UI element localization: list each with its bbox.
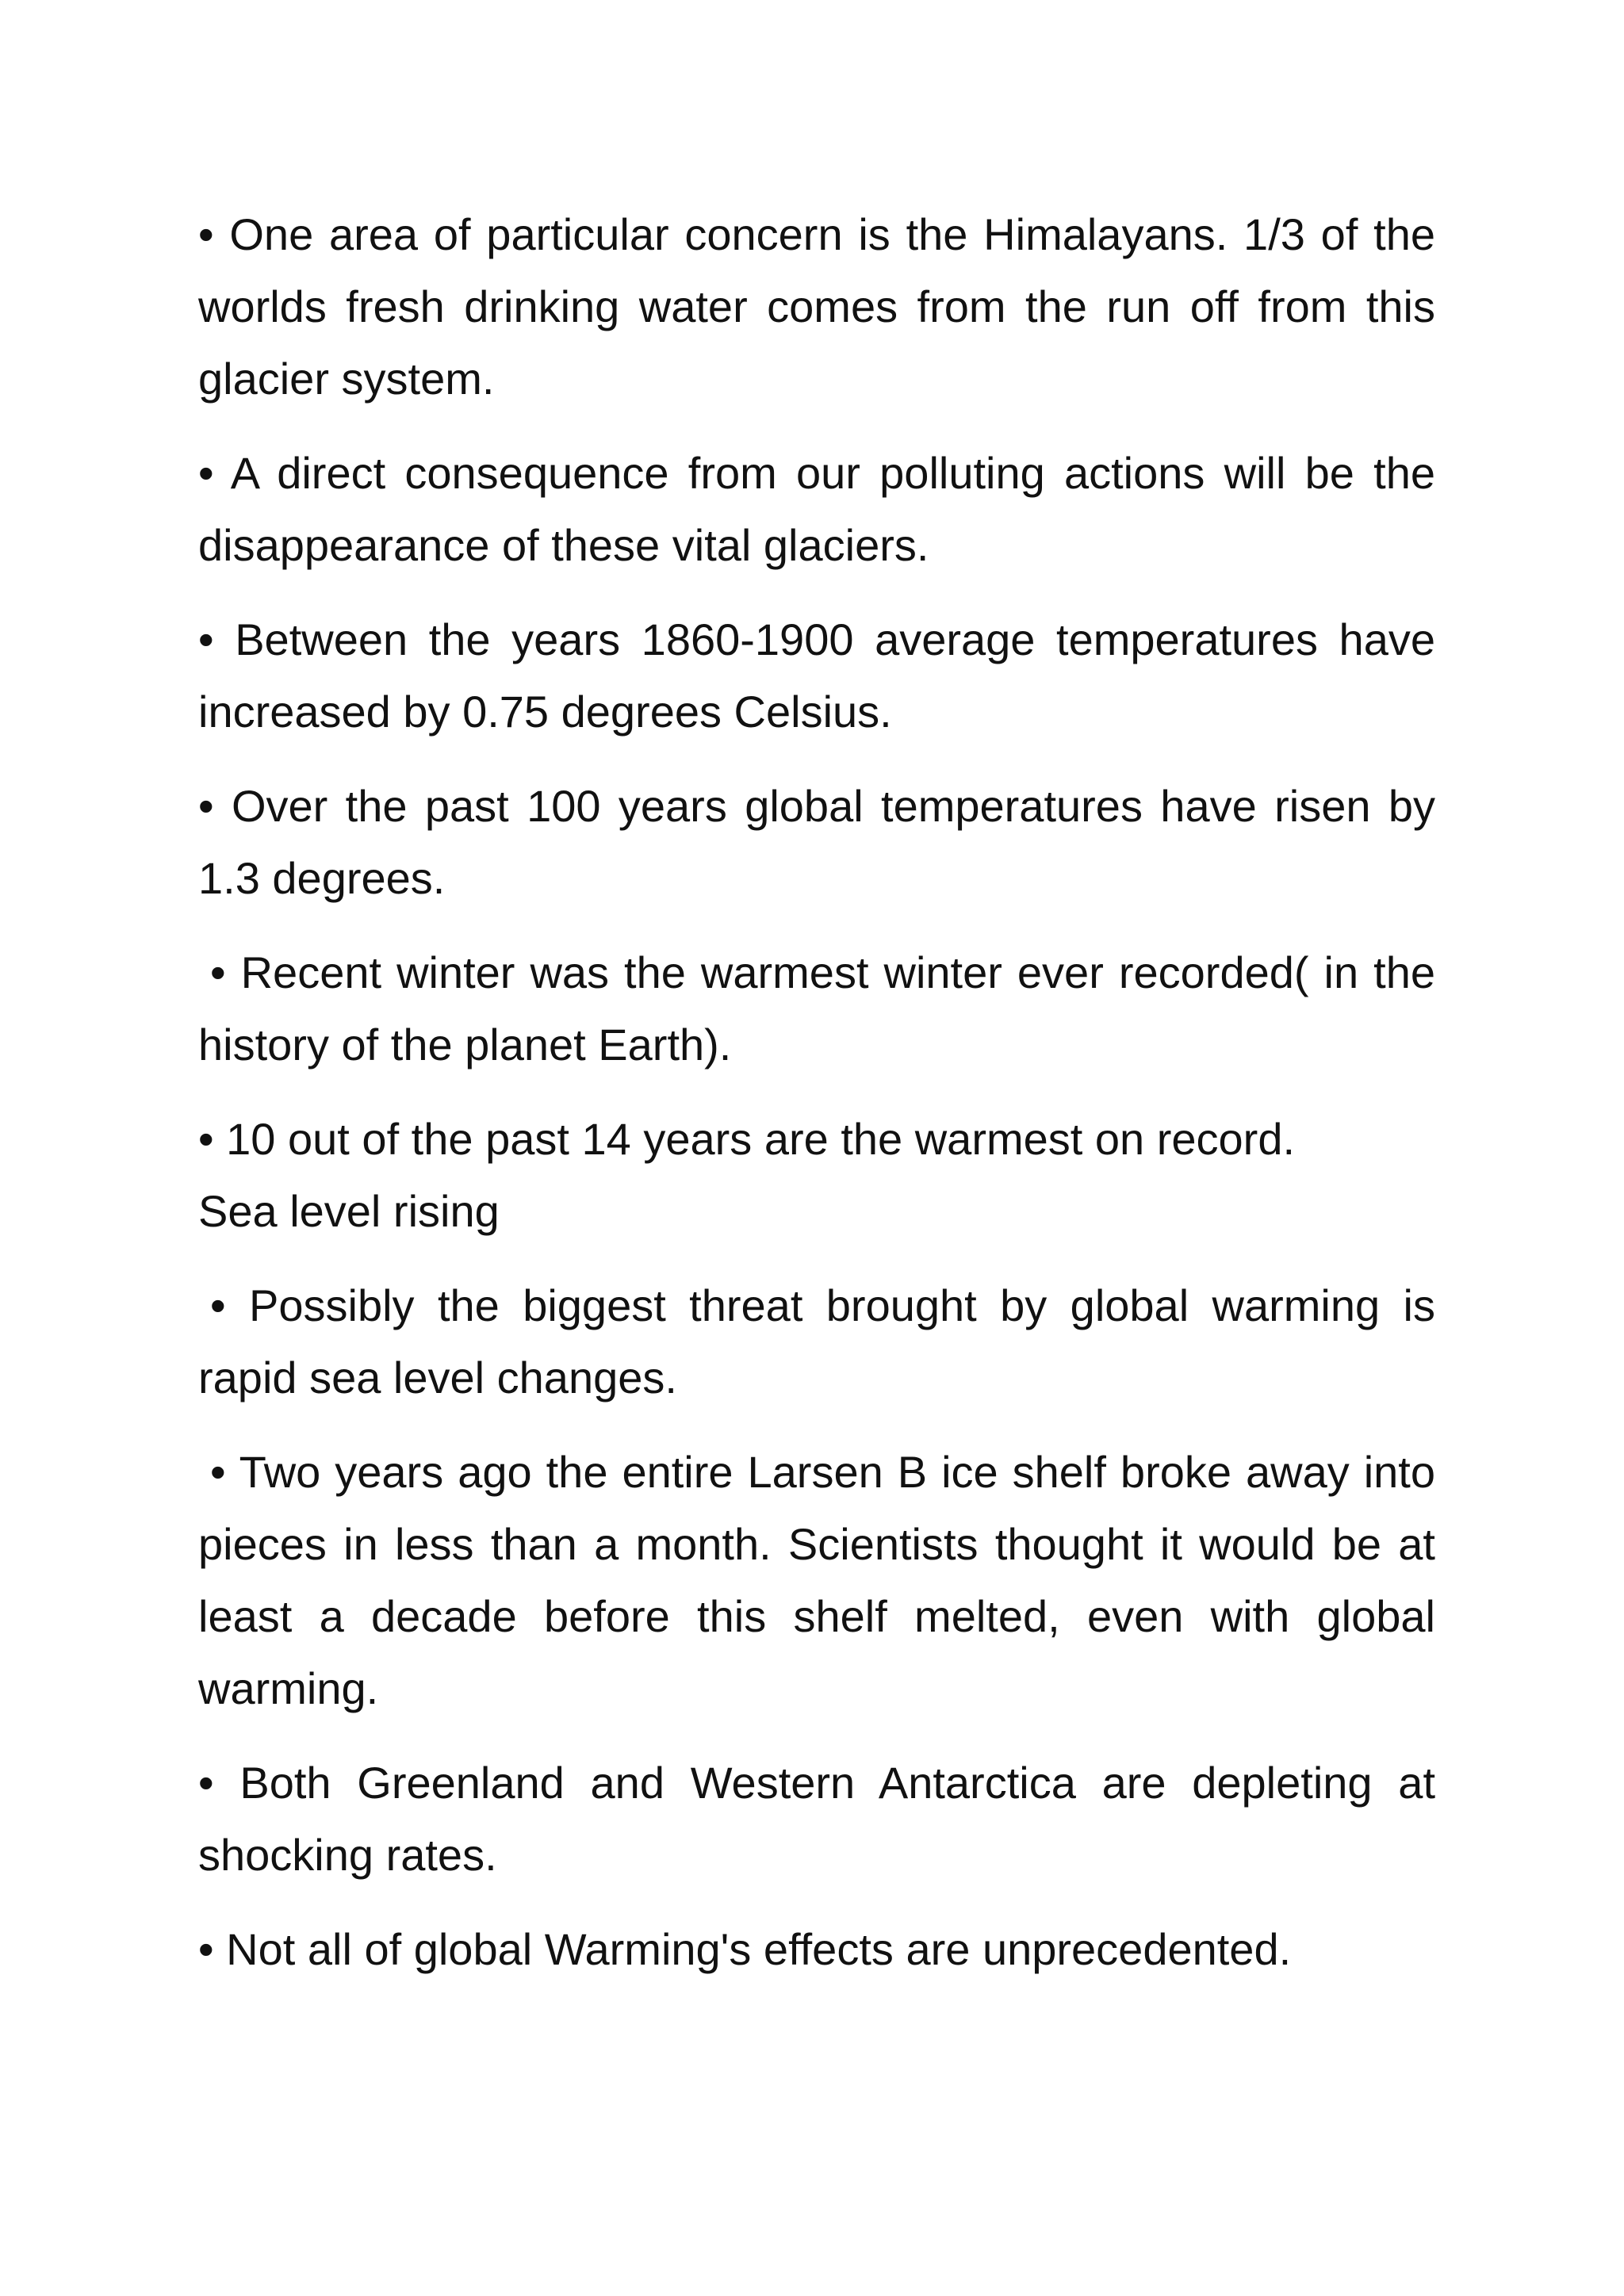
paragraph-warmest-record-text: • 10 out of the past 14 years are the warmest on record. (198, 1114, 1296, 1164)
paragraph-recent-winter: • Recent winter was the warmest winter ever recorded( in the history of the planet Earth). (198, 947, 1435, 1070)
paragraph-sea-level-heading: Sea level rising (198, 1186, 500, 1236)
paragraph-himalayans: • One area of particular concern is the Himalayans. 1/3 of the worlds fresh drinking water comes from the run off from this glacier system. (198, 209, 1435, 404)
paragraph-temperature-1860: • Between the years 1860-1900 average temperatures have increased by 0.75 degrees Celsius. (198, 614, 1435, 737)
paragraph-100-years: • Over the past 100 years global temperatures have risen by 1.3 degrees. (198, 781, 1435, 903)
paragraph-glaciers: • A direct consequence from our polluting actions will be the disappearance of these vital glaciers. (198, 448, 1435, 570)
document-body (198, 198, 1435, 2007)
paragraph-sea-level-threat: • Possibly the biggest threat brought by global warming is rapid sea level changes. (198, 1280, 1435, 1402)
paragraph-warmest-record (198, 1103, 1435, 1247)
paragraph-greenland: • Both Greenland and Western Antarctica are depleting at shocking rates. (198, 1758, 1435, 1880)
paragraph-larsen-b: • Two years ago the entire Larsen B ice shelf broke away into pieces in less than a month. Scientists thought it would be at least a decade before this shelf melted, even with global warming. (198, 1447, 1435, 1713)
paragraph-not-unprecedented: • Not all of global Warming's effects are unprecedented. (198, 1924, 1292, 1974)
